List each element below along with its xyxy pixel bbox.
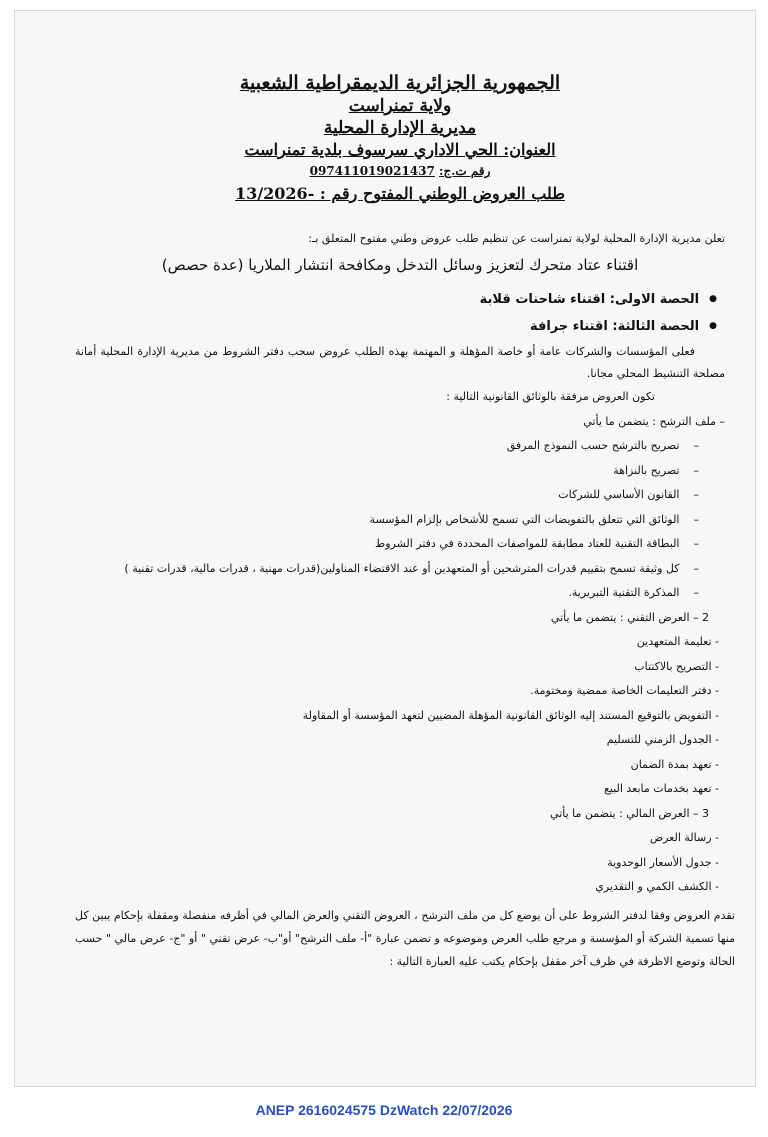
closing-paragraph: تقدم العروض وفقا لدفتر الشروط على أن يوضع كل من ملف الترشح ، العروض التقني والعرض المالي في أظرفه منفصلة ومقفلة بإحكام يبين كل منها تسمية الشركة أو المؤسسة و مرجع طلب العرض وموضوعه و تضمن عبارة "أ- ملف الترشح" أو"ب- عرض تقني " أو "ج- عرض مالي " حسب الحالة وتوضع الاظرفة في ظرف آخر مقفل بإحكام يكتب عليه العبارة التالية : [75, 908, 735, 968]
candidacy-item: – المذكرة التقنية التبريرية. [75, 581, 699, 606]
technical-heading: 2 – العرض التقني : يتضمن ما يأتي [550, 610, 709, 624]
financial-item: - رسالة العرض [649, 831, 719, 844]
tax-number: 097411019021437 [309, 164, 435, 178]
financial-item: - جدول الأسعار الوحدوية [607, 855, 719, 869]
directorate-heading: مديرية الإدارة المحلية [323, 118, 477, 138]
financial-heading: 3 – العرض المالي : يتضمن ما يأتي [550, 806, 709, 820]
candidacy-item: – القانون الأساسي للشركات [75, 483, 699, 508]
candidacy-item: – تصريح بالنزاهة [75, 459, 699, 484]
tax-reference [75, 163, 725, 179]
republic-heading: الجمهورية الجزائرية الديمقراطية الشعبية [239, 72, 561, 94]
candidacy-item: – تصريح بالترشح حسب النموذج المرفق [75, 434, 699, 459]
tax-label: رقم ت.ج: [439, 164, 491, 178]
eligibility-paragraph: فعلى المؤسسات والشركات عامة أو خاصة المؤهلة و المهتمة بهذه الطلب عروض سحب دفتر الشروط من مديرية الإدارة المحلية أمانة مصلحة التنشيط المحلي مجانا. [75, 345, 725, 380]
technical-item: - التفويض بالتوقيع المستند إليه الوثائق القانونية المؤهلة المضيين لتعهد المؤسسة أو المقاولة [302, 708, 719, 722]
documents-intro: تكون العروض مرفقة بالوثائق القانونية التالية : [446, 390, 655, 403]
technical-item: - تعهد بخدمات مابعد البيع [604, 782, 719, 795]
lot-item: ● الحصة الاولى: اقتناء شاحنات قلابة [75, 287, 717, 314]
intro-text: تعلن مديرية الإدارة المحلية لولاية تمنراست عن تنظيم طلب عروض وطني مفتوح المتعلق بـ: [308, 232, 725, 245]
document-page [14, 10, 756, 1087]
lot-item: ● الحصة الثالثة: اقتناء جرافة [75, 314, 717, 341]
tender-notice [75, 71, 735, 973]
technical-item: - تعهد بمدة الضمان [630, 757, 719, 771]
candidacy-item: – كل وثيقة تسمح بتقييم قدرات المترشحين أو المتعهدين أو عند الاقتضاء المناولين(قدرات مهنية ، قدرات مالية، قدرات تقنية ) [45, 557, 699, 582]
wilaya-heading: ولاية تمنراست [348, 96, 452, 116]
technical-item: - تعليمة المتعهدين [636, 635, 719, 648]
financial-item: - الكشف الكمي و التقديري [595, 880, 719, 893]
candidacy-heading: – ملف الترشح : يتضمن ما يأتي [583, 414, 725, 428]
technical-item: - دفتر التعليمات الخاصة ممضية ومختومة. [530, 684, 719, 697]
candidacy-item: – الوثائق التي تتعلق بالتفويضات التي تسمح للأشخاص بإلزام المؤسسة [75, 508, 699, 533]
publication-footer: ANEP 2616024575 DzWatch 22/07/2026 [255, 1102, 513, 1118]
technical-item: - الجدول الزمني للتسليم [606, 733, 719, 746]
tender-title: طلب العروض الوطني المفتوح رقم : -13/2026 [235, 184, 565, 203]
address-line: العنوان: الحي الاداري سرسوف بلدية تمنراست [244, 140, 556, 159]
candidacy-item: – البطاقة التقنية للعتاد مطابقة للمواصفات المحددة في دفتر الشروط [75, 532, 699, 557]
letterhead [75, 71, 725, 205]
technical-item: - التصريح بالاكتتاب [634, 659, 719, 673]
tender-subject: اقتناء عتاد متحرك لتعزيز وسائل التدخل ومكافحة انتشار الملاريا (عدة حصص) [161, 256, 639, 274]
